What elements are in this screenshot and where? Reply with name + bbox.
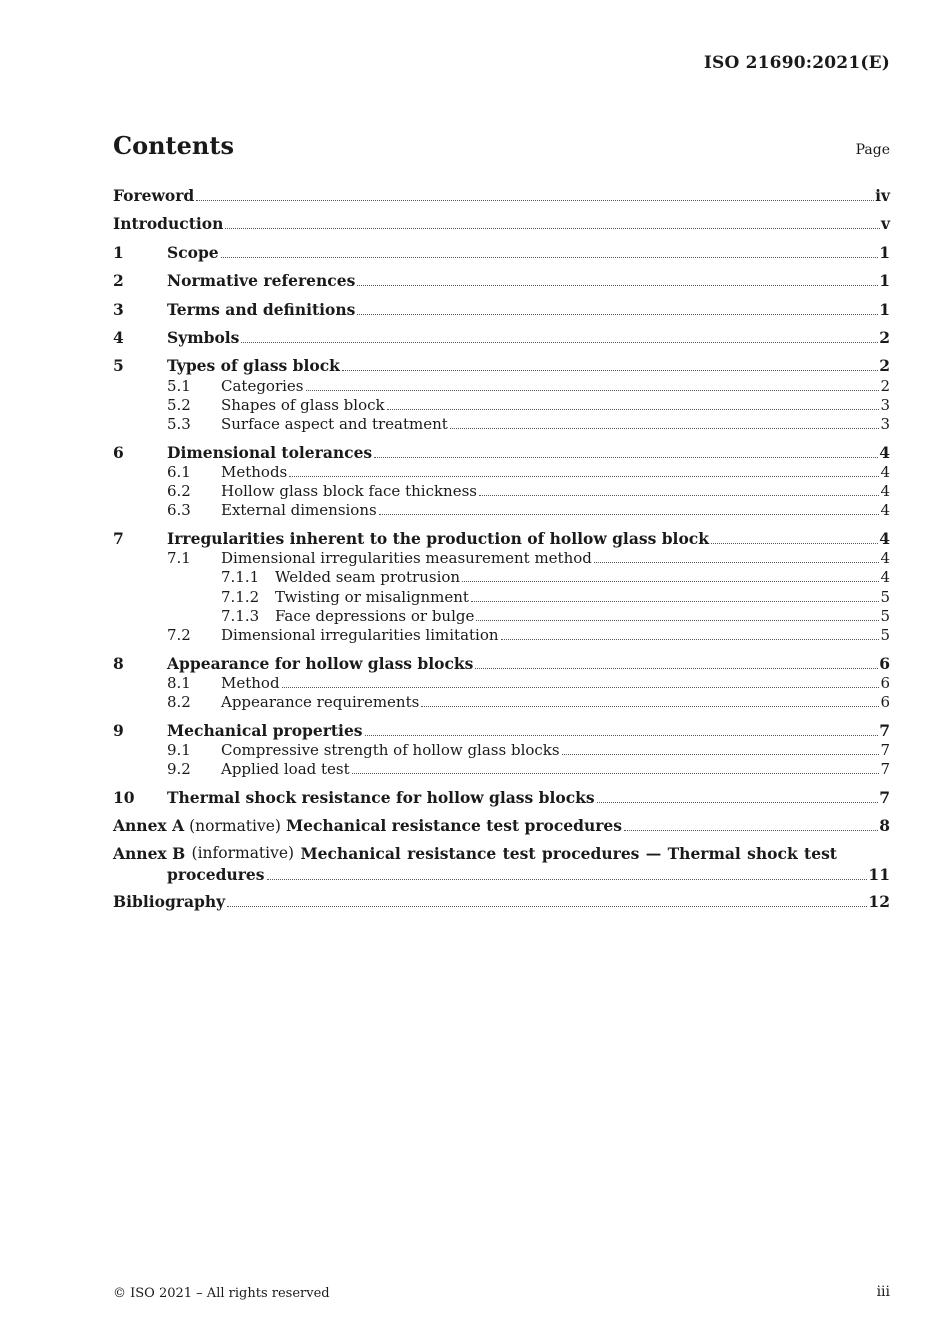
dot-leader: [227, 905, 867, 907]
toc-entry-title: Method: [221, 674, 280, 692]
toc-entry-page: 1: [879, 300, 890, 319]
toc-entry-title: Bibliography: [113, 892, 226, 911]
toc-entry-page: 12: [868, 892, 890, 911]
toc-entry-page: 3: [880, 396, 890, 414]
page-column-label: Page: [855, 142, 890, 158]
annex-kind: (informative): [191, 844, 295, 862]
toc-entry-page: 4: [879, 529, 890, 548]
toc-entry-number: 9.2: [167, 760, 191, 778]
toc-entry-page: 4: [880, 482, 890, 500]
title-word: shock: [747, 844, 798, 863]
toc-entry-title: Scope: [167, 243, 219, 262]
title-word: test: [804, 844, 837, 863]
toc-entry-page: 4: [880, 549, 890, 567]
toc-entry-annex-a[interactable]: [113, 816, 890, 835]
toc-entry-page: 1: [879, 243, 890, 262]
annex-b-second-line: [167, 865, 890, 884]
toc-entry-number: 10: [113, 788, 135, 807]
toc-entry-title: Foreword: [113, 186, 195, 205]
toc-entry-title: Hollow glass block face thickness: [221, 482, 477, 500]
toc-entry-8-1[interactable]: [113, 674, 890, 692]
toc-entry-page: 2: [880, 377, 890, 395]
toc-entry-page: 4: [880, 501, 890, 519]
toc-entry-6-2[interactable]: [113, 482, 890, 500]
toc-entry-number: 6.2: [167, 482, 191, 500]
toc-entry-title: Face depressions or bulge: [275, 607, 475, 625]
dot-leader: [594, 561, 880, 563]
toc-entry-number: 7.2: [167, 626, 191, 644]
toc-entry-number: 5: [113, 356, 124, 375]
toc-entry-number: 6.1: [167, 463, 191, 481]
toc-entry-title: External dimensions: [221, 501, 377, 519]
toc-entry-number: 8.2: [167, 693, 191, 711]
toc-entry-page: 6: [880, 693, 890, 711]
dot-leader: [306, 389, 880, 391]
toc-entry-9-2[interactable]: [113, 760, 890, 778]
toc-entry-number: 2: [113, 271, 124, 290]
toc-entry-page: iv: [875, 186, 890, 205]
toc-entry-page: 4: [880, 568, 890, 586]
toc-entry-number: 4: [113, 328, 124, 347]
toc-entry-title: Methods: [221, 463, 288, 481]
toc-entry-5-2[interactable]: [113, 396, 890, 414]
title-word: resistance: [407, 844, 497, 863]
toc-entry-7[interactable]: [113, 529, 890, 548]
toc-entry-7-1-3[interactable]: [113, 607, 890, 625]
dot-leader: [475, 667, 878, 669]
title-word: procedures: [541, 844, 640, 863]
title-word: Thermal: [667, 844, 741, 863]
document-id: ISO 21690:2021(E): [703, 53, 890, 73]
dot-leader: [562, 753, 880, 755]
toc-entry-page: 5: [880, 626, 890, 644]
contents-title: Contents: [113, 131, 234, 160]
toc-entry-title: Welded seam protrusion: [275, 568, 461, 586]
toc-entry-title: Appearance for hollow glass blocks: [167, 654, 474, 673]
toc-entry-7-1-1[interactable]: [113, 568, 890, 586]
dot-leader: [421, 705, 879, 707]
toc-entry-8-2[interactable]: [113, 693, 890, 711]
dot-leader: [267, 878, 868, 880]
dot-leader: [450, 427, 880, 429]
toc-entry-page: 6: [880, 674, 890, 692]
dot-leader: [597, 801, 879, 803]
toc-entry-annex-b[interactable]: [113, 844, 890, 884]
toc-entry-page: 11: [868, 865, 890, 884]
dot-leader: [711, 542, 878, 544]
toc-entry-title: Appearance requirements: [221, 693, 420, 711]
toc-entry-number: 7.1.3: [221, 607, 260, 625]
toc-entry-title: Mechanical properties: [167, 721, 363, 740]
toc-entry-title: procedures: [167, 865, 265, 884]
toc-entry-page: 7: [880, 760, 890, 778]
toc-entry-4[interactable]: [113, 328, 890, 347]
toc-entry-number: 6.3: [167, 501, 191, 519]
toc-entry-page: 6: [879, 654, 890, 673]
toc-entry-number: 8: [113, 654, 124, 673]
toc-entry-page: 3: [880, 415, 890, 433]
toc-entry-title: Categories: [221, 377, 304, 395]
toc-entry-number: 5.1: [167, 377, 191, 395]
toc-entry-foreword[interactable]: [113, 186, 890, 205]
dot-leader: [196, 199, 874, 201]
toc-entry-title: Introduction: [113, 214, 224, 233]
toc-entry-title: Dimensional tolerances: [167, 443, 373, 462]
toc-entry-title: Thermal shock resistance for hollow glass blocks: [167, 788, 595, 807]
toc-entry-6-3[interactable]: [113, 501, 890, 519]
toc-entry-page: 8: [879, 816, 890, 835]
dot-leader: [357, 284, 878, 286]
page-number: iii: [876, 1284, 890, 1300]
toc-entry-number: 5.3: [167, 415, 191, 433]
toc-entry-title: Irregularities inherent to the production of hollow glass block: [167, 529, 709, 548]
dot-leader: [241, 341, 878, 343]
dot-leader: [352, 772, 880, 774]
toc-entry-6[interactable]: [113, 443, 890, 462]
toc-entry-number: 3: [113, 300, 124, 319]
dot-leader: [379, 513, 880, 515]
toc-entry-page: 5: [880, 588, 890, 606]
toc-entry-5-1[interactable]: [113, 377, 890, 395]
toc-entry-title: Compressive strength of hollow glass blocks: [221, 741, 560, 759]
toc-entry-number: 9.1: [167, 741, 191, 759]
toc-entry-number: 7.1: [167, 549, 191, 567]
toc-entry-title: Shapes of glass block: [221, 396, 385, 414]
toc-entry-number: 6: [113, 443, 124, 462]
toc-entry-number: 7: [113, 529, 124, 548]
dot-leader: [365, 734, 879, 736]
toc-entry-title: Normative references: [167, 271, 356, 290]
toc-entry-title: Dimensional irregularities measurement method: [221, 549, 592, 567]
dot-leader: [387, 408, 880, 410]
toc-entry-title: Types of glass block: [167, 356, 340, 375]
toc-entry-page: 2: [879, 356, 890, 375]
toc-entry-9[interactable]: [113, 721, 890, 740]
dot-leader: [501, 638, 880, 640]
toc-entry-number: 7.1.1: [221, 568, 260, 586]
copyright-notice: © ISO 2021 – All rights reserved: [113, 1286, 330, 1301]
toc-entry-number: 9: [113, 721, 124, 740]
toc-entry-8[interactable]: [113, 654, 890, 673]
title-word: —: [645, 844, 662, 863]
title-word: Mechanical: [300, 844, 401, 863]
dot-leader: [479, 494, 879, 496]
dot-leader: [374, 456, 878, 458]
toc-entry-page: 1: [879, 271, 890, 290]
toc-entry-title: Terms and definitions: [167, 300, 356, 319]
dot-leader: [342, 369, 878, 371]
toc-entry-page: 4: [879, 443, 890, 462]
annex-kind: (normative): [189, 817, 281, 835]
toc-entry-number: 8.1: [167, 674, 191, 692]
toc-entry-number: 1: [113, 243, 124, 262]
toc-entry-page: 7: [879, 788, 890, 807]
toc-entry-6-1[interactable]: [113, 463, 890, 481]
toc-entry-introduction[interactable]: [113, 214, 890, 233]
toc-entry-title: Applied load test: [221, 760, 350, 778]
dot-leader: [476, 619, 879, 621]
toc-entry-page: 4: [880, 463, 890, 481]
toc-entry-title: Surface aspect and treatment: [221, 415, 448, 433]
toc-entry-bibliography[interactable]: [113, 892, 890, 911]
toc-entry-10[interactable]: [113, 788, 890, 807]
toc-entry-7-1[interactable]: [113, 549, 890, 567]
toc-entry-title: Mechanical resistance test procedures: [285, 816, 623, 835]
toc-entry-5-3[interactable]: [113, 415, 890, 433]
toc-entry-page: v: [880, 214, 890, 233]
dot-leader: [282, 686, 880, 688]
toc-entry-page: 7: [879, 721, 890, 740]
title-word: test: [502, 844, 536, 863]
dot-leader: [221, 256, 879, 258]
toc-entry-number: 5.2: [167, 396, 191, 414]
toc-entry-7-2[interactable]: [113, 626, 890, 644]
toc-entry-9-1[interactable]: [113, 741, 890, 759]
toc-entry-page: 2: [879, 328, 890, 347]
toc-entry-7-1-2[interactable]: [113, 588, 890, 606]
toc-entry-number: 7.1.2: [221, 588, 260, 606]
toc-entry-title: Twisting or misalignment: [275, 588, 469, 606]
toc-entry-page: 5: [880, 607, 890, 625]
dot-leader: [357, 313, 878, 315]
dot-leader: [289, 475, 879, 477]
dot-leader: [624, 829, 878, 831]
toc-entry-page: 7: [880, 741, 890, 759]
toc-entry-5[interactable]: [113, 356, 890, 375]
toc-entry-1[interactable]: [113, 243, 890, 262]
toc-entry-title: Symbols: [167, 328, 240, 347]
toc-entry-2[interactable]: [113, 271, 890, 290]
toc-entry-3[interactable]: [113, 300, 890, 319]
dot-leader: [462, 580, 879, 582]
dot-leader: [225, 227, 880, 229]
annex-label: Annex A: [113, 816, 185, 835]
dot-leader: [471, 600, 880, 602]
annex-b-first-line: [113, 844, 837, 863]
toc-entry-title: Dimensional irregularities limitation: [221, 626, 499, 644]
annex-label: Annex B: [113, 844, 186, 863]
